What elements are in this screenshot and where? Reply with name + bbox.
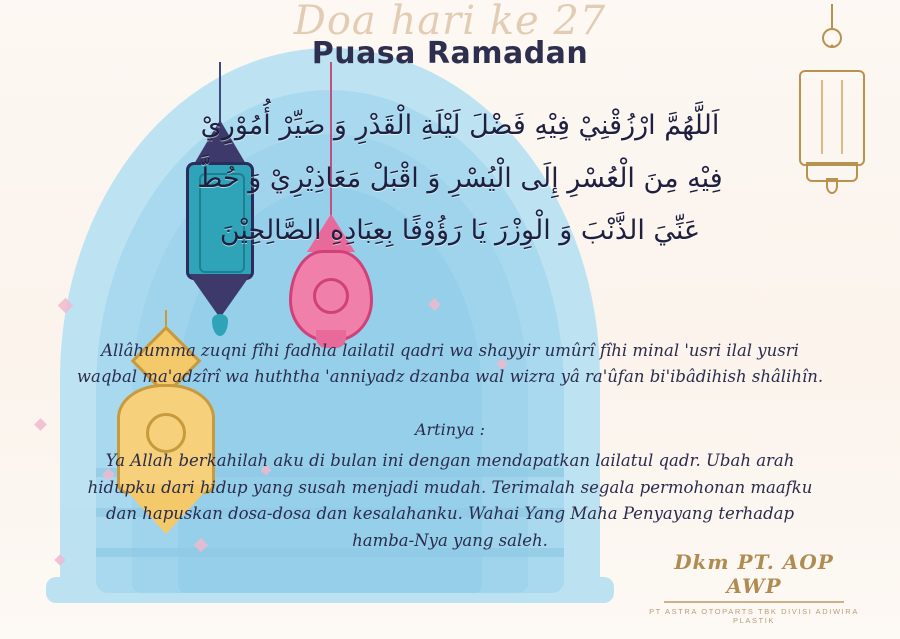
lantern-pane [821, 80, 823, 154]
lantern-pane [841, 80, 843, 154]
arabic-line: عَنِّيَ الذَّنْبَ وَ الْوِزْرَ يَا رَؤُوْفًا بِعِبَادِهِ الصَّالِحِيْنَ [219, 215, 701, 247]
meaning-line: Ya Allah berkahilah aku di bulan ini dengan mendapatkan lailatul qadr. Ubah arah [105, 451, 795, 470]
transliteration-text [24, 338, 876, 389]
page-title: Puasa Ramadan [311, 36, 589, 71]
lantern-foot [826, 178, 838, 194]
signature-subtitle: PT ASTRA OTOPARTS TBK DIVISI ADIWIRA PLASTIK [649, 607, 859, 625]
signature-name: Dkm PT. AOP AWP [674, 550, 834, 598]
arabic-dua-text [110, 100, 810, 258]
script-title: Doa hari ke 27 [293, 0, 607, 44]
meaning-label: Artinya : [414, 420, 486, 439]
meaning-line: hamba-Nya yang saleh. [352, 531, 548, 551]
arabic-line: اَللَّهُمَّ ارْزُقْنِيْ فِيْهِ فَضْلَ لَيْلَةِ الْقَدْرِ وَ صَيِّرْ أُمُوْرِيْ [200, 110, 720, 141]
transliteration-line: Allâhumma zuqni fîhi fadhla lailatil qadri wa shayyir umûrî fîhi minal 'usri ilal yusri [101, 341, 799, 360]
lantern-string [831, 4, 833, 30]
arabic-line: فِيْهِ مِنَ الْعُسْرِ إِلَى الْيُسْرِ وَ اقْبَلْ مَعَاذِيْرِيْ وَ حُطَّ [197, 162, 723, 194]
meaning-text [48, 448, 852, 555]
transliteration-line: waqbal ma'adzîrî wa huththa 'anniyadz dzanba wal wizra yâ ra'ûfan bi'ibâdihish shâlihîn. [76, 366, 824, 386]
signature-divider [664, 601, 844, 603]
meaning-line: dan hapuskan dosa-dosa dan kesalahanku. Wahai Yang Maha Penyayang terhadap [105, 504, 795, 524]
lantern-body [289, 250, 373, 342]
meaning-line: hidupku dari hidup yang susah menjadi mudah. Terimalah segala permohonan maafku [87, 477, 813, 497]
signature-block [644, 550, 864, 625]
